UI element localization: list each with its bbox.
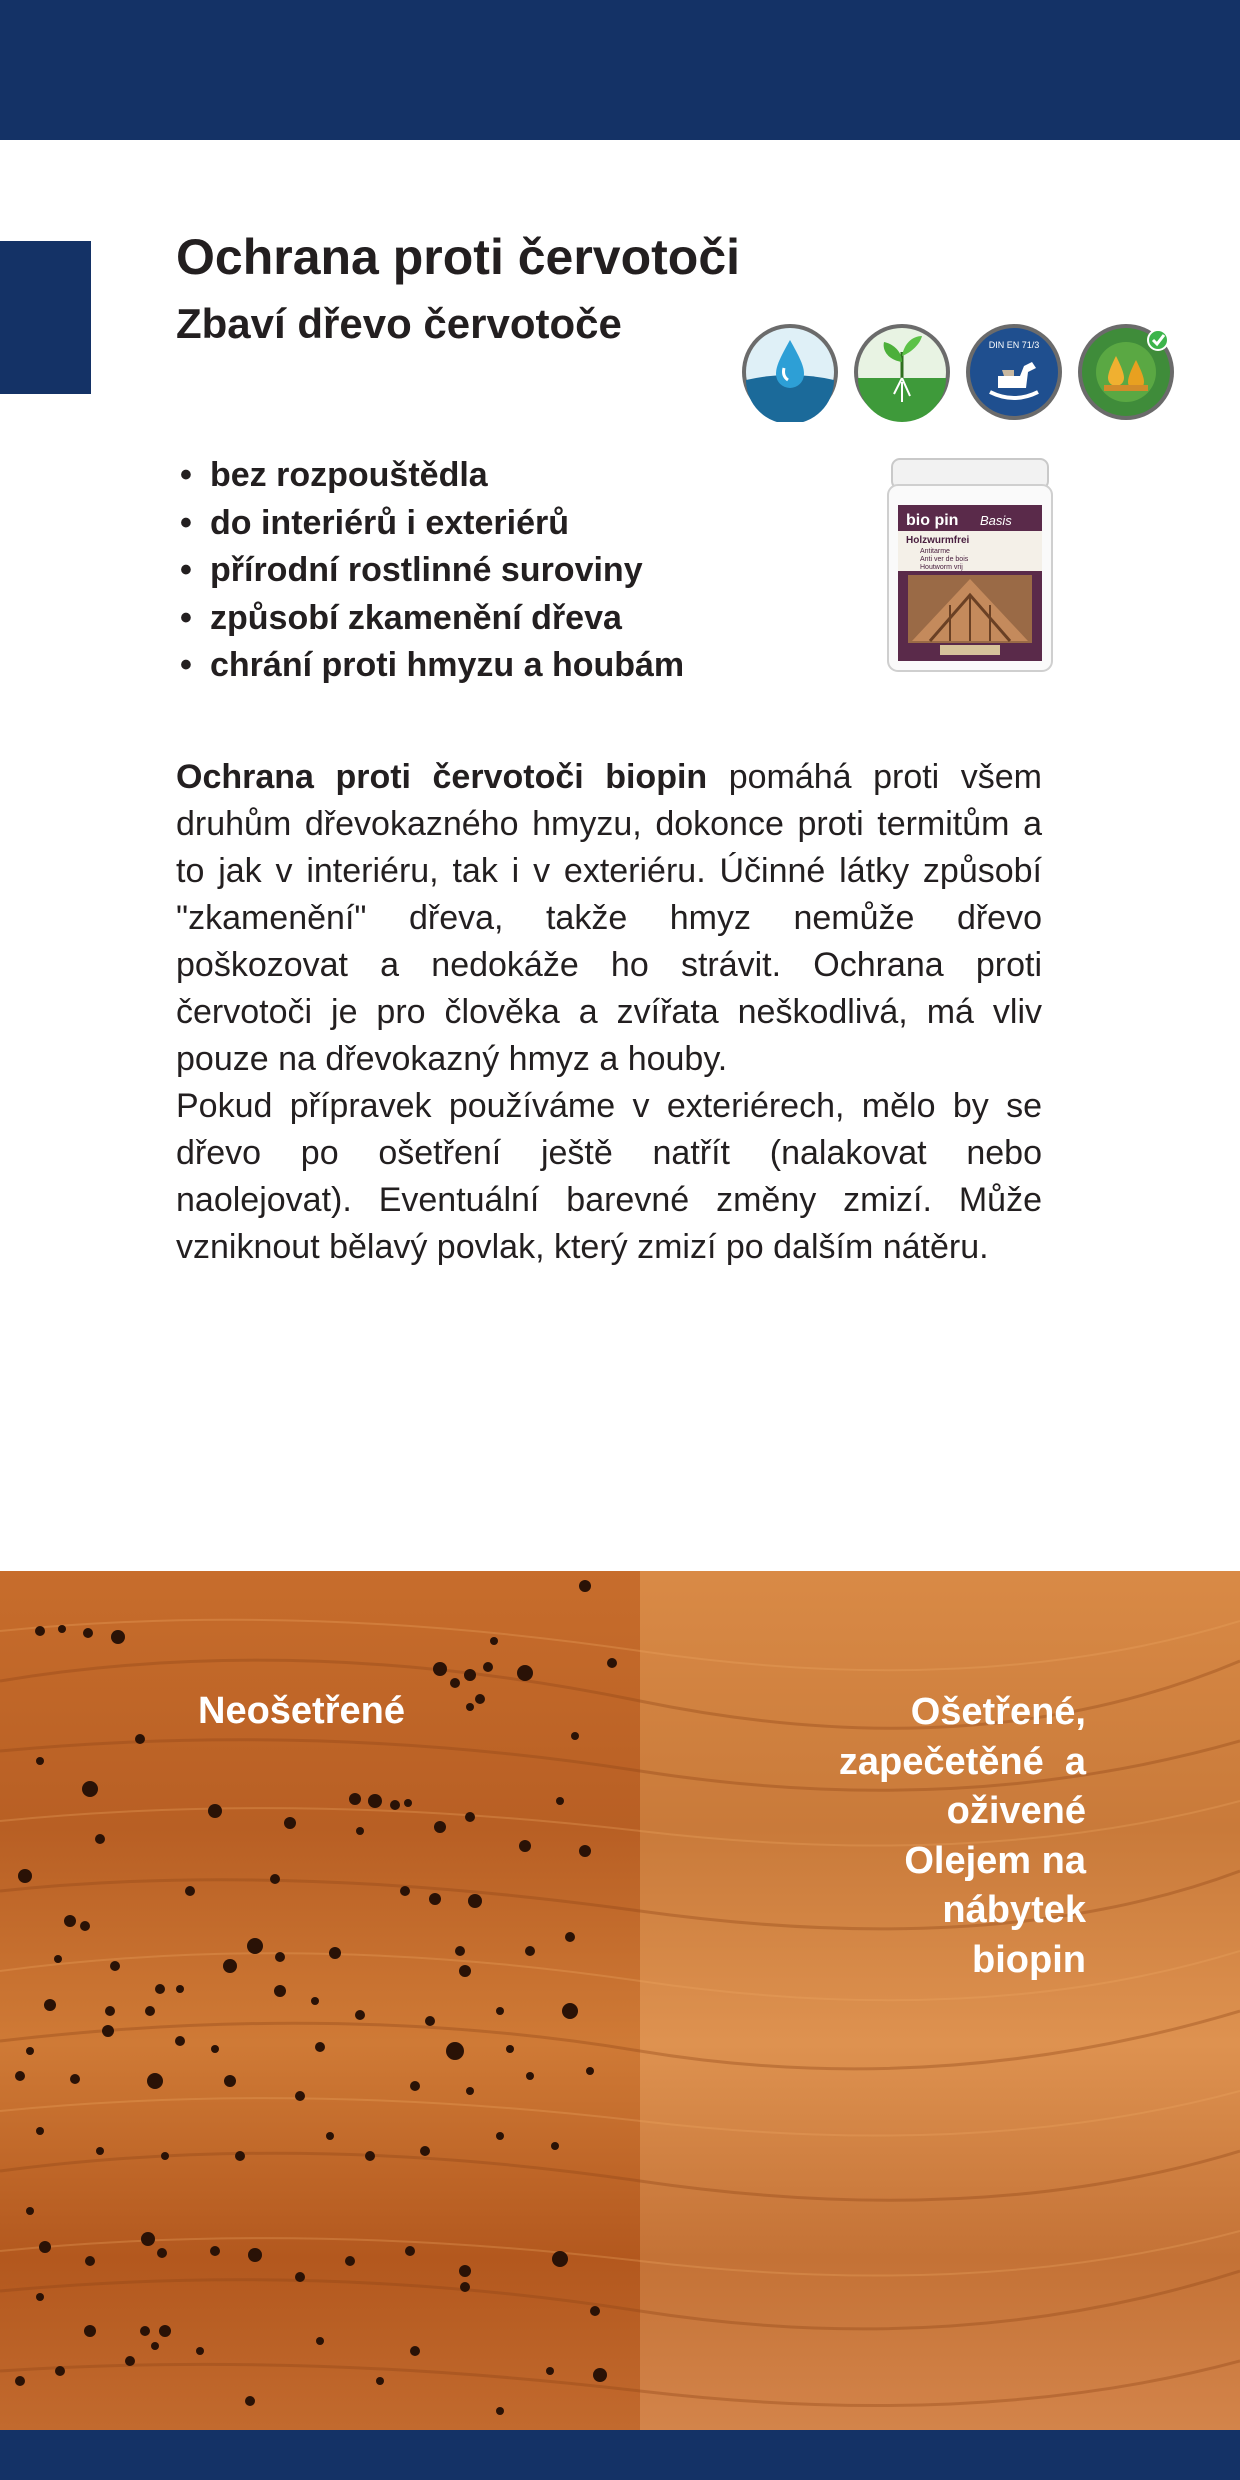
list-item: • způsobí zkamenění dřeva [180, 598, 622, 637]
description-lead: Ochrana proti červotoči biopin [176, 758, 708, 796]
plant-icon [852, 322, 952, 422]
list-item: • chrání proti hmyzu a houbám [180, 646, 685, 684]
treated-label [740, 1688, 1086, 1985]
feature-list [180, 452, 684, 690]
din-label: DIN EN 71/3 [988, 340, 1040, 350]
bottom-banner [0, 2430, 1240, 2480]
treated-label-line: zapečetěné a [838, 1740, 1086, 1783]
treated-label-line: nábytek [942, 1889, 1086, 1931]
treated-label-line: Ošetřené, [910, 1691, 1086, 1733]
description-text: pomáhá proti všem druhům dřevokazného hmyzu, dokonce proti termitům a to jak v interiéru, tak i v exteriéru. Účinné látky způsobí "zkamenění" dřeva, takže hmyz nemůže dřevo poškozovat a nedokáže ho strávit. Ochrana proti červotoči je pro člověka a zvířata neškodlivá, má vliv pouze na dřevokazný hmyz a houby. [176, 758, 1042, 1078]
list-item: • přírodní rostlinné suroviny [180, 551, 643, 589]
oil-drops-icon [1076, 322, 1176, 422]
product-jar-image [880, 455, 1060, 675]
product-line-2: Anti ver de bois [920, 556, 969, 563]
description-paragraph [176, 754, 1042, 1083]
treated-label-line: Olejem na [904, 1839, 1086, 1882]
water-drop-icon [740, 322, 840, 422]
product-line: Basis [980, 513, 1012, 528]
treated-label-line: oživené [946, 1790, 1086, 1832]
rocking-horse-icon [964, 322, 1064, 422]
product-line-1: Antitarme [920, 548, 950, 555]
badge-row [740, 322, 1180, 422]
description-paragraph-2: Pokud přípravek používáme v exteriérech, mělo by se dřevo po ošetření ještě natřít (nalakovat nebo naolejovat). Eventuální barevné změny zmizí. Může vzniknout bělavý povlak, který zmizí po dalším nátěru. [176, 1087, 1042, 1266]
description [176, 754, 1042, 1271]
top-banner [0, 0, 1240, 140]
side-accent-tab [0, 241, 91, 394]
list-item: • do interiérů i exteriérů [180, 503, 569, 542]
list-item: • bez rozpouštědla [180, 456, 488, 494]
page-subtitle: Zbaví dřevo červotoče [176, 300, 622, 347]
treated-label-line: biopin [972, 1938, 1086, 1981]
product-brand: bio pin [906, 512, 959, 529]
product-line-3: Houtworm vrij [920, 564, 963, 571]
product-name: Holzwurmfrei [906, 535, 970, 546]
page-title: Ochrana proti červotoči [176, 229, 741, 285]
untreated-label: Neošetřené [198, 1690, 405, 1732]
